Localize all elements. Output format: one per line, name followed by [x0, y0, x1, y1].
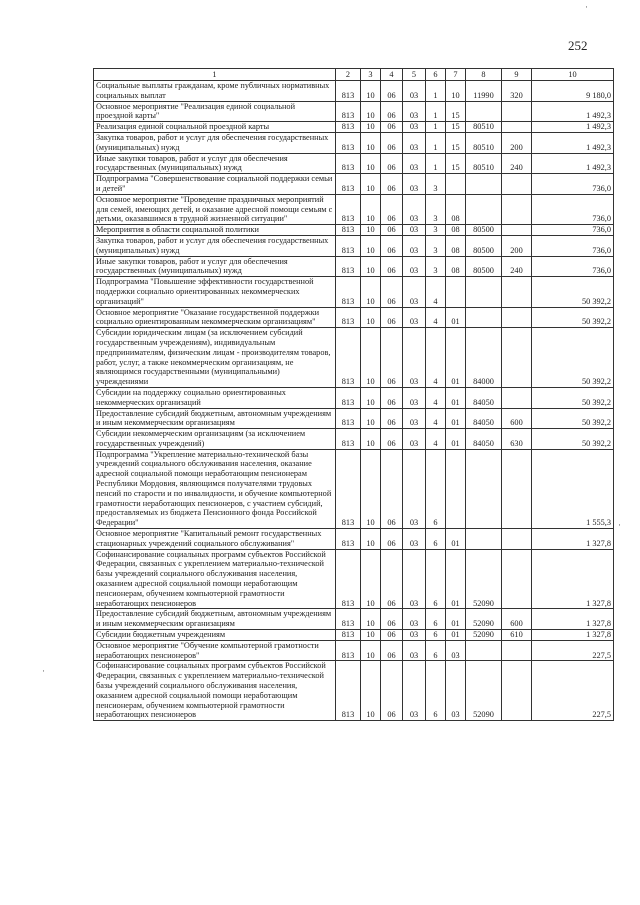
- header-row: [94, 69, 614, 81]
- row-name: Закупка товаров, работ и услуг для обеспечения государственных (муниципальных) нужд: [94, 235, 336, 256]
- row-name: Субсидии на поддержку социально ориентированных некоммерческих организаций: [94, 387, 336, 408]
- code-expense-type: 200: [502, 235, 532, 256]
- code-subprogram: 4: [426, 328, 446, 388]
- code-direction: 80500: [466, 256, 502, 277]
- code-expense-type: 320: [502, 81, 532, 102]
- code-expense-type: 630: [502, 429, 532, 450]
- row-amount: 736,0: [532, 194, 614, 224]
- code-section: 10: [361, 640, 381, 661]
- row-amount: 1 492,3: [532, 101, 614, 122]
- code-subprogram: 1: [426, 122, 446, 133]
- code-direction: 11990: [466, 81, 502, 102]
- table-row: [94, 101, 614, 122]
- code-expense-type: 200: [502, 132, 532, 153]
- code-admin: 813: [336, 122, 361, 133]
- table-row: [94, 328, 614, 388]
- code-expense-type: [502, 387, 532, 408]
- code-activity: 01: [446, 630, 466, 641]
- code-subprogram: 4: [426, 307, 446, 328]
- code-subsection: 06: [381, 529, 403, 550]
- code-section: 10: [361, 101, 381, 122]
- code-program: 03: [403, 225, 426, 236]
- code-subsection: 06: [381, 194, 403, 224]
- code-subsection: 06: [381, 387, 403, 408]
- code-admin: 813: [336, 408, 361, 429]
- code-subprogram: 1: [426, 153, 446, 174]
- column-header: 2: [336, 69, 361, 81]
- code-subprogram: 3: [426, 235, 446, 256]
- code-activity: 08: [446, 256, 466, 277]
- code-section: 10: [361, 307, 381, 328]
- row-amount: 1 492,3: [532, 132, 614, 153]
- code-direction: [466, 529, 502, 550]
- code-subsection: 06: [381, 235, 403, 256]
- code-admin: 813: [336, 609, 361, 630]
- table-row: [94, 81, 614, 102]
- code-subsection: 06: [381, 449, 403, 528]
- code-direction: 80500: [466, 225, 502, 236]
- code-subprogram: 3: [426, 194, 446, 224]
- code-program: 03: [403, 122, 426, 133]
- code-section: 10: [361, 661, 381, 721]
- code-subprogram: 6: [426, 449, 446, 528]
- code-direction: 80510: [466, 122, 502, 133]
- table-row: [94, 630, 614, 641]
- code-admin: 813: [336, 549, 361, 609]
- code-program: 03: [403, 529, 426, 550]
- code-direction: [466, 101, 502, 122]
- row-name: Субсидии юридическим лицам (за исключением субсидий государственным учреждениям), индивидуальным предпринимателям, физическим лицам - производителям товаров, работ, услуг, а также некоммерческим организациям, не являющимся государственными (муниципальными) учреждениями: [94, 328, 336, 388]
- code-subsection: 06: [381, 307, 403, 328]
- column-header: 5: [403, 69, 426, 81]
- row-name: Софинансирование социальных программ субъектов Российской Федерации, связанных с укреплением материально-технической базы учреждений социального обслуживания населения, оказанием адресной социальной помощи неработающим пенсионерам, обучением компьютерной грамотности неработающих пенсионеров: [94, 549, 336, 609]
- page-number: 252: [568, 38, 588, 53]
- row-amount: 1 555,3: [532, 449, 614, 528]
- table-row: [94, 153, 614, 174]
- code-activity: 01: [446, 609, 466, 630]
- code-program: 03: [403, 549, 426, 609]
- row-name: Основное мероприятие "Капитальный ремонт государственных стационарных учреждений социального обслуживания": [94, 529, 336, 550]
- code-program: 03: [403, 661, 426, 721]
- code-program: 03: [403, 328, 426, 388]
- code-subsection: 06: [381, 81, 403, 102]
- budget-table: [93, 68, 614, 721]
- code-section: 10: [361, 81, 381, 102]
- code-subsection: 06: [381, 661, 403, 721]
- row-amount: 1 492,3: [532, 122, 614, 133]
- code-program: 03: [403, 235, 426, 256]
- row-amount: 1 327,8: [532, 630, 614, 641]
- code-subprogram: 3: [426, 174, 446, 195]
- code-section: 10: [361, 449, 381, 528]
- row-amount: 1 492,3: [532, 153, 614, 174]
- code-subsection: 06: [381, 549, 403, 609]
- code-subsection: 06: [381, 408, 403, 429]
- code-expense-type: [502, 225, 532, 236]
- code-admin: 813: [336, 153, 361, 174]
- code-program: 03: [403, 408, 426, 429]
- row-name: Подпрограмма "Совершенствование социальной поддержки семьи и детей": [94, 174, 336, 195]
- table-row: [94, 449, 614, 528]
- row-name: Иные закупки товаров, работ и услуг для обеспечения государственных (муниципальных) нужд: [94, 256, 336, 277]
- code-activity: [446, 277, 466, 307]
- code-program: 03: [403, 640, 426, 661]
- table-row: [94, 549, 614, 609]
- code-subsection: 06: [381, 132, 403, 153]
- code-admin: 813: [336, 277, 361, 307]
- row-name: Основное мероприятие "Оказание государственной поддержки социально ориентированным некоммерческим организациям": [94, 307, 336, 328]
- row-amount: 50 392,2: [532, 429, 614, 450]
- code-expense-type: 610: [502, 630, 532, 641]
- row-name: Реализация единой социальной проездной карты: [94, 122, 336, 133]
- code-subprogram: 4: [426, 387, 446, 408]
- code-program: 03: [403, 630, 426, 641]
- code-direction: 52090: [466, 661, 502, 721]
- code-direction: [466, 307, 502, 328]
- code-direction: 80500: [466, 235, 502, 256]
- column-header: 10: [532, 69, 614, 81]
- code-program: 03: [403, 449, 426, 528]
- code-activity: 01: [446, 408, 466, 429]
- row-amount: 1 327,8: [532, 529, 614, 550]
- code-section: 10: [361, 225, 381, 236]
- table-row: [94, 256, 614, 277]
- code-direction: 52090: [466, 609, 502, 630]
- code-subsection: 06: [381, 122, 403, 133]
- table-row: [94, 609, 614, 630]
- code-subprogram: 6: [426, 640, 446, 661]
- code-activity: 01: [446, 529, 466, 550]
- code-program: 03: [403, 194, 426, 224]
- row-name: Предоставление субсидий бюджетным, автономным учреждениям и иным некоммерческим организациям: [94, 408, 336, 429]
- code-activity: 15: [446, 132, 466, 153]
- code-direction: [466, 194, 502, 224]
- code-subprogram: 1: [426, 132, 446, 153]
- code-subprogram: 1: [426, 81, 446, 102]
- code-expense-type: 600: [502, 408, 532, 429]
- code-program: 03: [403, 132, 426, 153]
- code-section: 10: [361, 256, 381, 277]
- code-activity: 08: [446, 194, 466, 224]
- code-subsection: 06: [381, 328, 403, 388]
- table-row: [94, 529, 614, 550]
- code-subsection: 06: [381, 101, 403, 122]
- code-expense-type: 240: [502, 153, 532, 174]
- code-program: 03: [403, 429, 426, 450]
- code-expense-type: [502, 174, 532, 195]
- code-subsection: 06: [381, 640, 403, 661]
- scan-speck: ·: [618, 520, 621, 530]
- code-subsection: 06: [381, 630, 403, 641]
- code-activity: [446, 449, 466, 528]
- row-amount: 50 392,2: [532, 307, 614, 328]
- code-admin: 813: [336, 256, 361, 277]
- code-expense-type: [502, 122, 532, 133]
- table-row: [94, 408, 614, 429]
- row-amount: 736,0: [532, 256, 614, 277]
- code-admin: 813: [336, 101, 361, 122]
- code-expense-type: [502, 661, 532, 721]
- code-admin: 813: [336, 429, 361, 450]
- code-admin: 813: [336, 328, 361, 388]
- row-name: Иные закупки товаров, работ и услуг для обеспечения государственных (муниципальных) нужд: [94, 153, 336, 174]
- code-section: 10: [361, 387, 381, 408]
- code-section: 10: [361, 630, 381, 641]
- row-name: Субсидии бюджетным учреждениям: [94, 630, 336, 641]
- code-subsection: 06: [381, 153, 403, 174]
- code-expense-type: [502, 307, 532, 328]
- row-name: Основное мероприятие "Реализация единой социальной проездной карты": [94, 101, 336, 122]
- row-name: Основное мероприятие "Проведение праздничных мероприятий для семей, имеющих детей, и оказание адресной помощи семьям с детьми, оказавшимся в трудной жизненной ситуации": [94, 194, 336, 224]
- code-subprogram: 6: [426, 630, 446, 641]
- code-expense-type: [502, 449, 532, 528]
- code-section: 10: [361, 529, 381, 550]
- code-expense-type: 600: [502, 609, 532, 630]
- code-section: 10: [361, 277, 381, 307]
- code-subprogram: 4: [426, 429, 446, 450]
- code-program: 03: [403, 101, 426, 122]
- table-row: [94, 429, 614, 450]
- code-activity: [446, 174, 466, 195]
- row-amount: 1 327,8: [532, 549, 614, 609]
- code-subprogram: 1: [426, 101, 446, 122]
- scan-speck: ·: [42, 666, 45, 676]
- row-amount: 736,0: [532, 174, 614, 195]
- code-direction: 84050: [466, 387, 502, 408]
- code-expense-type: 240: [502, 256, 532, 277]
- code-activity: 01: [446, 429, 466, 450]
- code-subsection: 06: [381, 277, 403, 307]
- code-direction: [466, 174, 502, 195]
- code-direction: 52090: [466, 549, 502, 609]
- code-admin: 813: [336, 132, 361, 153]
- scan-speck: ·: [585, 2, 588, 12]
- table-row: [94, 122, 614, 133]
- code-subsection: 06: [381, 256, 403, 277]
- code-direction: 80510: [466, 132, 502, 153]
- table-row: [94, 132, 614, 153]
- code-activity: 01: [446, 387, 466, 408]
- code-activity: 03: [446, 640, 466, 661]
- code-section: 10: [361, 132, 381, 153]
- table-row: [94, 225, 614, 236]
- table-row: [94, 661, 614, 721]
- table-row: [94, 174, 614, 195]
- row-name: Предоставление субсидий бюджетным, автономным учреждениям и иным некоммерческим организациям: [94, 609, 336, 630]
- table-row: [94, 387, 614, 408]
- code-program: 03: [403, 256, 426, 277]
- row-amount: 50 392,2: [532, 328, 614, 388]
- code-subprogram: 6: [426, 549, 446, 609]
- code-expense-type: [502, 194, 532, 224]
- code-program: 03: [403, 307, 426, 328]
- code-admin: 813: [336, 661, 361, 721]
- column-header: 9: [502, 69, 532, 81]
- row-amount: 9 180,0: [532, 81, 614, 102]
- code-program: 03: [403, 174, 426, 195]
- code-subprogram: 3: [426, 256, 446, 277]
- row-name: Социальные выплаты гражданам, кроме публичных нормативных социальных выплат: [94, 81, 336, 102]
- code-admin: 813: [336, 81, 361, 102]
- code-admin: 813: [336, 194, 361, 224]
- code-subprogram: 3: [426, 225, 446, 236]
- code-admin: 813: [336, 529, 361, 550]
- column-header: 8: [466, 69, 502, 81]
- table-row: [94, 277, 614, 307]
- column-header: 3: [361, 69, 381, 81]
- code-subprogram: 6: [426, 661, 446, 721]
- code-admin: 813: [336, 225, 361, 236]
- code-admin: 813: [336, 235, 361, 256]
- code-direction: [466, 277, 502, 307]
- code-direction: 84050: [466, 429, 502, 450]
- code-section: 10: [361, 174, 381, 195]
- code-subprogram: 4: [426, 408, 446, 429]
- code-subprogram: 4: [426, 277, 446, 307]
- code-program: 03: [403, 153, 426, 174]
- code-program: 03: [403, 609, 426, 630]
- row-name: Субсидии некоммерческим организациям (за исключением государственных учреждений): [94, 429, 336, 450]
- code-activity: 08: [446, 225, 466, 236]
- table-row: [94, 307, 614, 328]
- code-activity: 15: [446, 122, 466, 133]
- code-activity: 03: [446, 661, 466, 721]
- row-amount: 227,5: [532, 640, 614, 661]
- table-row: [94, 194, 614, 224]
- row-amount: 50 392,2: [532, 387, 614, 408]
- code-expense-type: [502, 640, 532, 661]
- row-name: Подпрограмма "Повышение эффективности государственной поддержки социально ориентированных некоммерческих организаций": [94, 277, 336, 307]
- code-expense-type: [502, 328, 532, 388]
- row-name: Подпрограмма "Укрепление материально-технической базы учреждений социального обслуживания населения, оказание адресной социальной помощи неработающим пенсионерам Республики Мордовия, являющимся получателями трудовых пенсий по старости и по инвалидности, и обучение компьютерной грамотности неработающих пенсионеров, с участием субсидий, предоставляемых из бюджета Пенсионного фонда Российской Федерации": [94, 449, 336, 528]
- code-section: 10: [361, 429, 381, 450]
- code-section: 10: [361, 609, 381, 630]
- row-name: Закупка товаров, работ и услуг для обеспечения государственных (муниципальных) нужд: [94, 132, 336, 153]
- code-section: 10: [361, 194, 381, 224]
- row-amount: 227,5: [532, 661, 614, 721]
- column-header: 7: [446, 69, 466, 81]
- row-amount: 736,0: [532, 225, 614, 236]
- row-amount: 736,0: [532, 235, 614, 256]
- code-activity: 10: [446, 81, 466, 102]
- row-name: Софинансирование социальных программ субъектов Российской Федерации, связанных с укреплением материально-технической базы учреждений социального обслуживания населения, оказанием адресной социальной помощи неработающим пенсионерам, обучением компьютерной грамотности неработающих пенсионеров: [94, 661, 336, 721]
- code-activity: 08: [446, 235, 466, 256]
- code-program: 03: [403, 81, 426, 102]
- code-section: 10: [361, 549, 381, 609]
- code-expense-type: [502, 529, 532, 550]
- code-activity: 01: [446, 307, 466, 328]
- code-direction: 80510: [466, 153, 502, 174]
- table-body: [94, 81, 614, 721]
- code-direction: [466, 449, 502, 528]
- table-row: [94, 640, 614, 661]
- code-section: 10: [361, 328, 381, 388]
- row-name: Основное мероприятие "Обучение компьютерной грамотности неработающих пенсионеров": [94, 640, 336, 661]
- code-activity: 01: [446, 549, 466, 609]
- code-subprogram: 6: [426, 529, 446, 550]
- code-subsection: 06: [381, 609, 403, 630]
- row-amount: 50 392,2: [532, 408, 614, 429]
- code-activity: 15: [446, 153, 466, 174]
- code-direction: [466, 640, 502, 661]
- table-row: [94, 235, 614, 256]
- code-direction: 84000: [466, 328, 502, 388]
- code-activity: 15: [446, 101, 466, 122]
- code-admin: 813: [336, 307, 361, 328]
- column-header: 6: [426, 69, 446, 81]
- row-name: Мероприятия в области социальной политики: [94, 225, 336, 236]
- row-amount: 50 392,2: [532, 277, 614, 307]
- code-direction: 52090: [466, 630, 502, 641]
- code-subsection: 06: [381, 429, 403, 450]
- code-admin: 813: [336, 449, 361, 528]
- column-header: 1: [94, 69, 336, 81]
- code-section: 10: [361, 408, 381, 429]
- code-activity: 01: [446, 328, 466, 388]
- code-program: 03: [403, 387, 426, 408]
- code-expense-type: [502, 549, 532, 609]
- code-admin: 813: [336, 630, 361, 641]
- code-expense-type: [502, 277, 532, 307]
- code-admin: 813: [336, 174, 361, 195]
- code-subprogram: 6: [426, 609, 446, 630]
- code-section: 10: [361, 235, 381, 256]
- code-section: 10: [361, 153, 381, 174]
- column-header: 4: [381, 69, 403, 81]
- code-subsection: 06: [381, 174, 403, 195]
- code-direction: 84050: [466, 408, 502, 429]
- code-section: 10: [361, 122, 381, 133]
- code-expense-type: [502, 101, 532, 122]
- code-admin: 813: [336, 640, 361, 661]
- row-amount: 1 327,8: [532, 609, 614, 630]
- code-admin: 813: [336, 387, 361, 408]
- code-program: 03: [403, 277, 426, 307]
- code-subsection: 06: [381, 225, 403, 236]
